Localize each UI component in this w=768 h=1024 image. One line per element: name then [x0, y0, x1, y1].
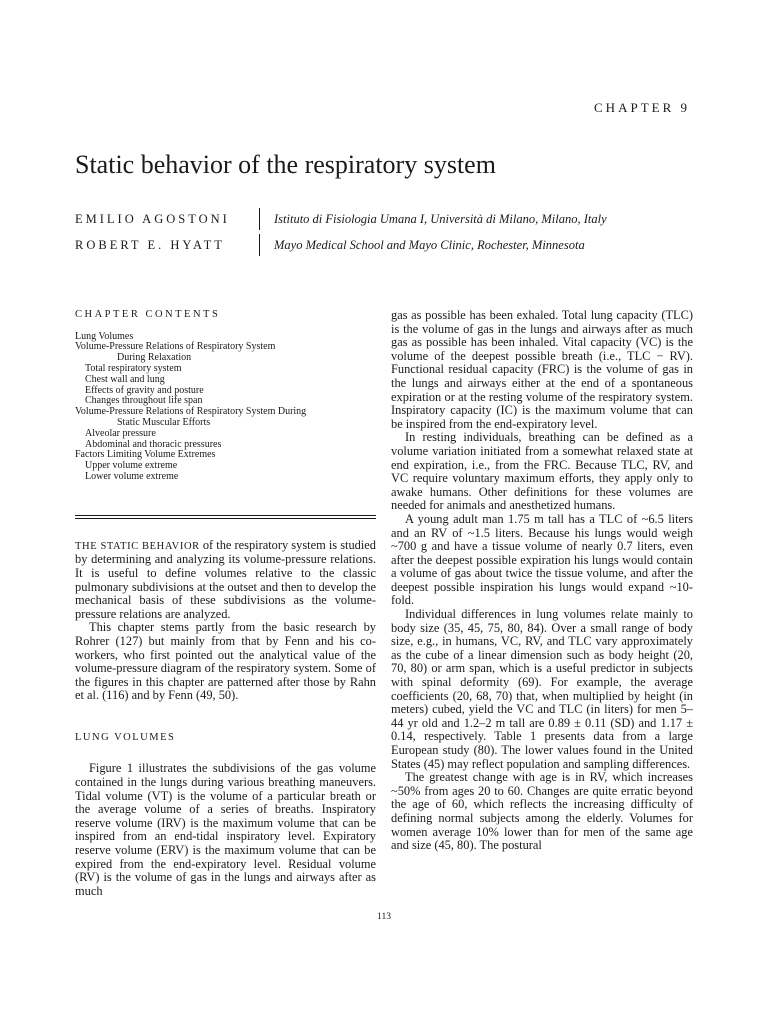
chapter-label: CHAPTER 9	[594, 100, 690, 115]
body-paragraph: gas as possible has been exhaled. Total lung capacity (TLC) is the volume of gas in the lungs and airways after as much gas as possible has been inhaled. Vital capacity (VC) is the volume of the deepest possible breath (i.e., TLC − RV). Functional residual capacity (FRC) is the volume of gas in the lungs and airways either at the end of a spontaneous expiration or at the resting volume of the respiratory system. Inspiratory capacity (IC) is the maximum volume that can be inspired from the end-expiratory level.	[391, 308, 693, 431]
chapter-title: Static behavior of the respiratory system	[75, 150, 496, 179]
contents-item: Effects of gravity and posture	[85, 384, 204, 396]
section-heading-lung-volumes: LUNG VOLUMES	[75, 731, 176, 743]
contents-item: Lower volume extreme	[85, 470, 179, 482]
body-paragraph: The greatest change with age is in RV, which increases ~50% from ages 20 to 60. Changes are quite erratic beyond the age of 60, which reflects the increasing difficulty of defining normal subjects among the elderly. Volumes for women average 10% lower than for men of the same age and size (45, 80). The postural	[391, 770, 693, 853]
contents-item: Changes throughout life span	[85, 395, 203, 407]
contents-item: Factors Limiting Volume Extremes	[75, 449, 216, 461]
body-paragraph: In resting individuals, breathing can be defined as a volume variation initiated from a somewhat relaxed state at end expiration, i.e., from the FRC. Because TLC, RV, and VC require voluntary maximum efforts, they apply only to awake humans. Other definitions for these volumes are needed for animals and anesthetized humans.	[391, 430, 693, 513]
author-divider	[259, 208, 260, 230]
contents-item: Volume-Pressure Relations of Respiratory System	[75, 341, 276, 353]
intro-paragraph	[75, 539, 376, 622]
author-affiliation: Istituto di Fisiologia Umana I, Università di Milano, Milano, Italy	[274, 211, 607, 226]
author-block	[75, 206, 695, 258]
contents-item: During Relaxation	[117, 352, 192, 364]
intro-lead: THE STATIC BEHAVIOR	[75, 540, 200, 552]
author-divider	[259, 234, 260, 256]
left-column	[75, 308, 376, 898]
author-row	[75, 232, 695, 258]
contents-item: Static Muscular Efforts	[117, 416, 211, 428]
contents-item: Total respiratory system	[85, 362, 182, 374]
intro-text: of the respiratory system is studied by determining and analyzing its volume-pressure relations. It is useful to define volumes relative to the classic pulmonary subdivisions at the outset and then to develop the mechanical basis of these subdivisions as the volume-pressure relations are analyzed.	[75, 537, 376, 621]
author-name: EMILIO AGOSTONI	[75, 211, 230, 226]
contents-item: Volume-Pressure Relations of Respiratory System During	[75, 406, 307, 418]
contents-item: Chest wall and lung	[85, 373, 165, 385]
body-paragraph: Figure 1 illustrates the subdivisions of the gas volume contained in the lungs during various breathing maneuvers. Tidal volume (VT) is the volume of a particular breath or the average volume of a series of breaths. Inspiratory reserve volume (IRV) is the maximum volume that can be inspired from an end-tidal inspiratory level. Expiratory reserve volume (ERV) is the maximum volume that can be expired from the end-expiratory level. Residual volume (RV) is the volume of gas in the lungs and airways after as much	[75, 761, 376, 898]
right-column	[391, 309, 693, 853]
author-row	[75, 206, 695, 232]
author-affiliation: Mayo Medical School and Mayo Clinic, Rochester, Minnesota	[274, 237, 585, 252]
contents-heading: CHAPTER CONTENTS	[75, 309, 221, 320]
body-paragraph: This chapter stems partly from the basic research by Rohrer (127) but mainly from that by Fenn and his co-workers, who first pointed out the analytical value of the volume-pressure diagram of the respiratory system. Some of the figures in this chapter are patterned after those by Rahn et al. (116) and by Fenn (49, 50).	[75, 620, 376, 703]
page-number: 113	[377, 912, 391, 922]
contents-item: Lung Volumes	[75, 330, 134, 342]
body-paragraph: Individual differences in lung volumes relate mainly to body size (35, 45, 75, 80, 84). Over a small range of body size, e.g., in humans, VC, RV, and TLC vary approximately as the cube of a linear dimension such as body height (20, 70, 80) or arm span, which is a useful predictor in subjects with spinal deformity (69). For example, the average coefficients (20, 68, 70) that, when multiplied by height (in meters) cubed, yield the VC and TLC (in liters) for men 5–44 yr old and 1.2–2 m tall are 0.89 ± 0.11 (SD) and 1.17 ± 0.14, respectively. Table 1 presents data from a large European study (80). The lower values found in the United States (45) may reflect population and sampling differences.	[391, 607, 693, 771]
contents-list	[75, 332, 376, 483]
author-name: ROBERT E. HYATT	[75, 237, 225, 252]
body-paragraph: A young adult man 1.75 m tall has a TLC of ~6.5 liters and an RV of ~1.5 liters. Because his lungs would weigh ~700 g and have a tissue volume of nearly 0.7 liters, even after the deepest possible expiration his lungs would contain a volume of gas about twice the tissue volume, and after the deepest possible inspiration his lungs would expand ~10-fold.	[391, 511, 693, 608]
contents-item: Alveolar pressure	[85, 427, 156, 439]
contents-item: Abdominal and thoracic pressures	[85, 438, 222, 450]
contents-item: Upper volume extreme	[85, 460, 178, 472]
contents-divider	[75, 515, 376, 519]
